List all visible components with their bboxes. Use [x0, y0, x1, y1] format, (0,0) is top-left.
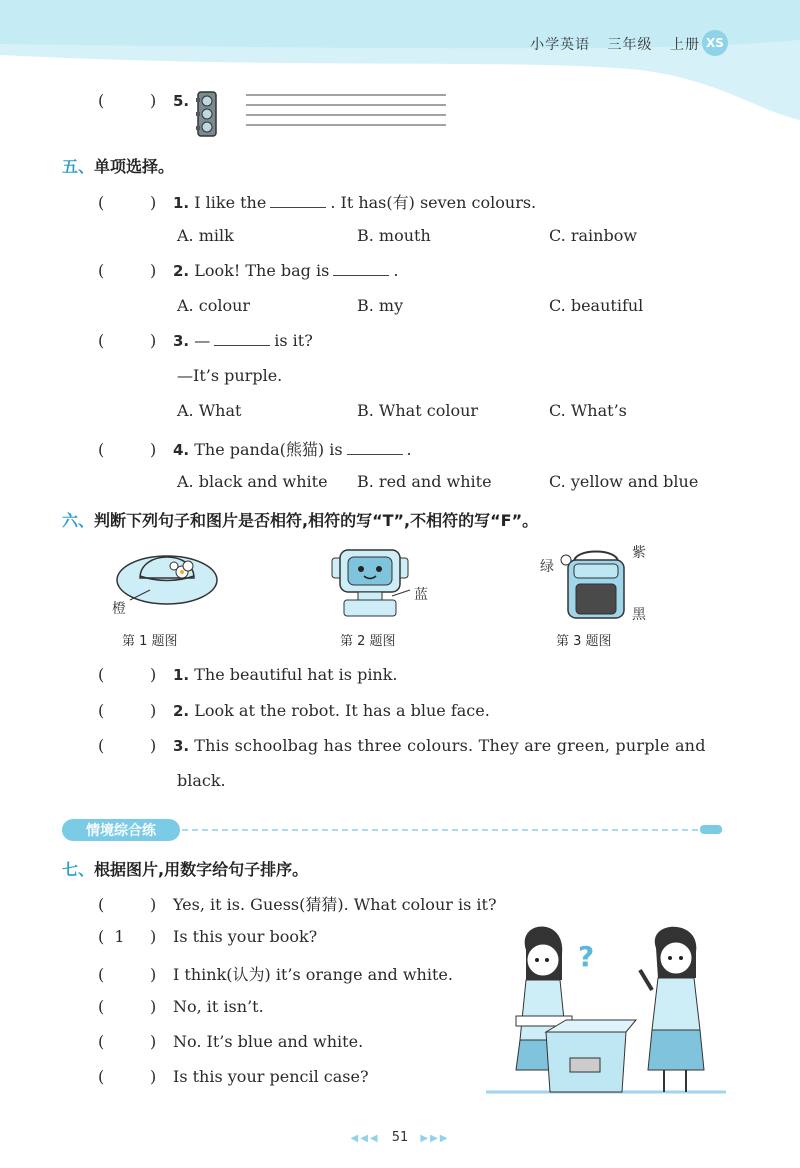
- s5-q3-opt-b: B. What colour: [357, 401, 479, 420]
- section7-index: 七、: [62, 860, 95, 879]
- question-mark: ?: [578, 940, 595, 973]
- s7-item: ( ) No, it isn’t.: [98, 997, 264, 1016]
- s5-q2-opt-c: C. beautiful: [549, 296, 644, 315]
- answer-blank[interactable]: [214, 333, 270, 346]
- s7-item: ( 1 ) Is this your book?: [98, 927, 318, 946]
- header-subject: 小学英语: [530, 37, 591, 53]
- fig3-label-purple: 紫: [632, 545, 646, 561]
- page-number-text: 51: [391, 1130, 409, 1145]
- banner-end-cap: [700, 825, 722, 834]
- fig3-label-green: 绿: [540, 559, 554, 575]
- paren-right: ): [150, 91, 157, 110]
- s5-q4-post: .: [406, 440, 412, 459]
- s5-q3-opt-c: C. What’s: [549, 401, 627, 420]
- s6-q1-number: 1.: [173, 666, 190, 684]
- s6-q3: ( ) 3. This schoolbag has three colours. They are green, purple and: [98, 736, 706, 755]
- s5-q1-pre: I like the: [194, 193, 267, 212]
- s6-q2: ( ) 2. Look at the robot. It has a blue face.: [98, 701, 490, 720]
- s6-q3-line2: black.: [177, 771, 226, 790]
- fig2-label-blue: 蓝: [414, 587, 428, 603]
- s5-q4-number: 4.: [173, 441, 190, 459]
- s5-q2-pre: Look! The bag is: [194, 261, 330, 280]
- s7-item: ( ) I think(认为) it’s orange and white.: [98, 965, 453, 984]
- s5-q4-opt-a: A. black and white: [177, 472, 328, 491]
- s5-q1: ( ) 1. I like the . It has(有) seven colours.: [98, 193, 537, 212]
- section6-title-text: 判断下列句子和图片是否相符,相符的写“T”,不相符的写“F”。: [94, 511, 539, 530]
- s5-q1-opt-b: B. mouth: [357, 226, 431, 245]
- answer-blank[interactable]: [347, 442, 403, 455]
- s5-q4: ( ) 4. The panda(熊猫) is .: [98, 440, 412, 459]
- s5-q4-opt-c: C. yellow and blue: [549, 472, 699, 491]
- s5-q3-pre: —: [194, 331, 211, 350]
- left-arrows-icon: ◀◀◀: [350, 1133, 380, 1144]
- s7-text: No, it isn’t.: [173, 997, 264, 1016]
- section7-title-text: 根据图片,用数字给句子排序。: [94, 860, 309, 879]
- s5-q2: ( ) 2. Look! The bag is .: [98, 261, 399, 280]
- header-grade: 三年级: [607, 37, 653, 53]
- q5-number: 5.: [173, 92, 190, 110]
- two-girls-illustration: [486, 920, 726, 1100]
- answer-blank[interactable]: [333, 263, 389, 276]
- section6-index: 六、: [62, 511, 95, 530]
- paren-left: (: [98, 91, 105, 110]
- s5-q3-opt-a: A. What: [177, 401, 242, 420]
- s6-q1-text: The beautiful hat is pink.: [194, 665, 398, 684]
- s5-q4-opt-b: B. red and white: [357, 472, 492, 491]
- s5-q3-number: 3.: [173, 332, 190, 350]
- s6-q2-text: Look at the robot. It has a blue face.: [194, 701, 490, 720]
- s6-q3-text: This schoolbag has three colours. They are green, purple and: [194, 736, 706, 755]
- s7-text: Yes, it is. Guess(猜猜). What colour is it?: [173, 895, 497, 914]
- s6-q1: ( ) 1. The beautiful hat is pink.: [98, 665, 398, 684]
- practice-banner: 情境综合练: [62, 819, 180, 841]
- s5-q3: ( ) 3. — is it?: [98, 331, 313, 350]
- fig3-caption: 第 3 题图: [556, 634, 612, 649]
- s7-text: No. It’s blue and white.: [173, 1032, 364, 1051]
- s5-q2-number: 2.: [173, 262, 190, 280]
- s7-text: I think(认为) it’s orange and white.: [173, 965, 453, 984]
- fig2-caption: 第 2 题图: [340, 634, 396, 649]
- s7-answer[interactable]: 1: [114, 927, 125, 946]
- s5-q4-pre: The panda(熊猫) is: [194, 440, 343, 459]
- robot-illustration: [328, 544, 412, 624]
- section5-index: 五、: [62, 157, 95, 176]
- s5-q2-opt-a: A. colour: [177, 296, 251, 315]
- s7-item: ( ) Is this your pencil case?: [98, 1067, 369, 1086]
- schoolbag-illustration: [556, 544, 636, 620]
- fig1-caption: 第 1 题图: [122, 634, 178, 649]
- writing-lines[interactable]: [246, 92, 450, 136]
- right-arrows-icon: ▶▶▶: [420, 1133, 450, 1144]
- xs-badge: XS: [702, 30, 728, 56]
- section6-title: [62, 508, 538, 531]
- fig1-label-orange: 橙: [112, 601, 126, 617]
- section5-title: [62, 154, 174, 177]
- s5-q3-post: is it?: [274, 331, 313, 350]
- header-volume: 上册: [670, 37, 700, 53]
- s5-q1-number: 1.: [173, 194, 190, 212]
- s5-q3-line2: —It’s purple.: [177, 366, 283, 385]
- s7-item: ( ) Yes, it is. Guess(猜猜). What colour is it?: [98, 895, 497, 914]
- s6-q3-number: 3.: [173, 737, 190, 755]
- s5-q1-opt-c: C. rainbow: [549, 226, 638, 245]
- s5-q1-post: . It has(有) seven colours.: [330, 193, 537, 212]
- page-number: [0, 1130, 800, 1145]
- s7-text: Is this your pencil case?: [173, 1067, 369, 1086]
- header-info: [518, 34, 700, 54]
- s5-q2-post: .: [393, 261, 399, 280]
- fig3-label-black: 黑: [632, 607, 646, 623]
- banner-dashed-line: [182, 829, 718, 831]
- s7-item: ( ) No. It’s blue and white.: [98, 1032, 364, 1051]
- section7-title: [62, 857, 308, 880]
- section5-title-text: 单项选择。: [94, 157, 175, 176]
- s7-text: Is this your book?: [173, 927, 318, 946]
- s6-q2-number: 2.: [173, 702, 190, 720]
- traffic-light-icon: [195, 90, 221, 138]
- answer-blank[interactable]: [270, 195, 326, 208]
- s5-q2-opt-b: B. my: [357, 296, 404, 315]
- s5-q1-opt-a: A. milk: [177, 226, 234, 245]
- q5-row: [98, 91, 189, 110]
- hat-illustration: [112, 542, 222, 608]
